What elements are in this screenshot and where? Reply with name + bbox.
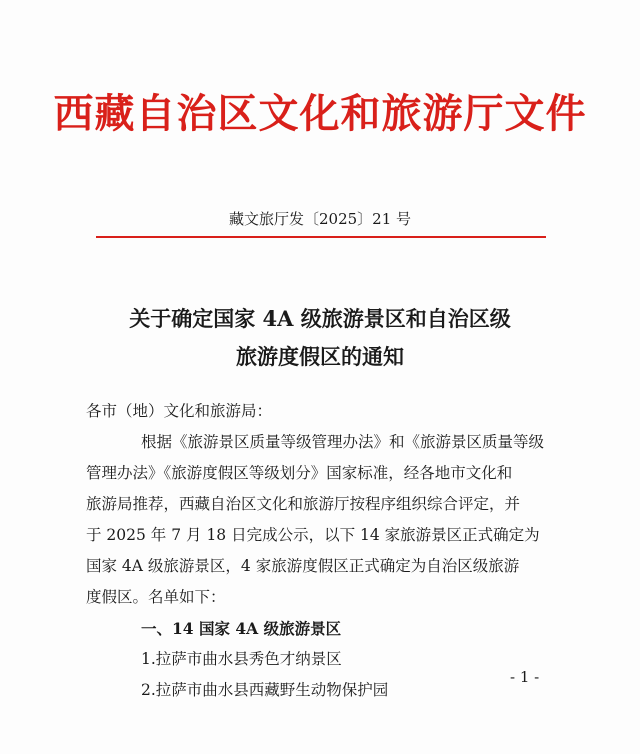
page-number: - 1 - [510, 668, 540, 686]
red-divider-line [96, 236, 546, 238]
list-item: 2.拉萨市曲水县西藏野生动物保护园 [141, 681, 389, 699]
paragraph-line: 根据《旅游景区质量等级管理办法》和《旅游景区质量等级 [141, 433, 545, 451]
notice-title-line: 关于确定国家 4A 级旅游景区和自治区级 [129, 306, 511, 331]
paragraph-line: 旅游局推荐，西藏自治区文化和旅游厅按程序组织综合评定，并 [86, 495, 521, 513]
notice-body [86, 396, 545, 706]
paragraph-line: 管理办法》《旅游度假区等级划分》国家标准，经各地市文化和 [86, 464, 513, 482]
salutation: 各市（地）文化和旅游局： [86, 402, 273, 420]
section-heading: 一、14 国家 4A 级旅游景区 [141, 619, 342, 638]
list-item: 1.拉萨市曲水县秀色才纳景区 [141, 650, 342, 668]
document-number: 藏文旅厅发〔2025〕21 号 [228, 210, 412, 228]
paragraph-line: 国家 4A 级旅游景区，4 家旅游度假区正式确定为自治区级旅游 [86, 557, 520, 575]
issuer-header-title: 西藏自治区文化和旅游厅文件 [53, 90, 587, 137]
notice-title [0, 300, 640, 376]
paragraph-line: 于 2025 年 7 月 18 日完成公示，以下 14 家旅游景区正式确定为 [86, 526, 540, 544]
notice-title-line: 旅游度假区的通知 [236, 344, 404, 369]
paragraph-line: 度假区。名单如下： [86, 588, 226, 606]
